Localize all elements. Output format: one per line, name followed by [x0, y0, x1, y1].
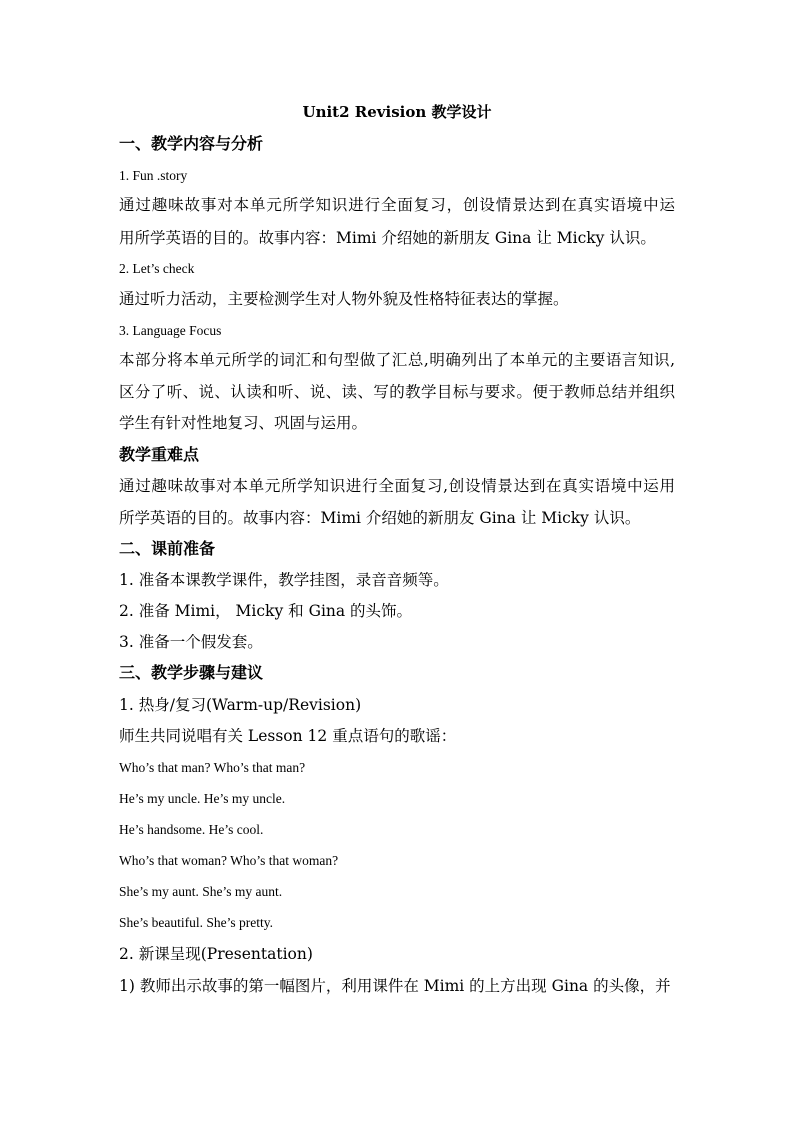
paragraph-line: 师生共同说唱有关 Lesson 12 重点语句的歌谣： — [119, 727, 457, 745]
paragraph-line: 通过趣味故事对本单元所学知识进行全面复习,创设情景达到在真实语境中运用 — [119, 477, 675, 495]
list-item: 1. 准备本课教学课件，教学挂图，录音音频等。 — [119, 571, 449, 589]
chant-line: He’s handsome. He’s cool. — [119, 822, 264, 837]
paragraph-line: 1) 教师出示故事的第一幅图片，利用课件在 Mimi 的上方出现 Gina 的头像，并 — [119, 977, 671, 995]
paragraph-line: 通过趣味故事对本单元所学知识进行全面复习，创设情景达到在真实语境中运 — [119, 196, 675, 214]
step-label-presentation: 2. 新课呈现(Presentation) — [119, 945, 313, 963]
paragraph-line: 学生有针对性地复习、巩固与运用。 — [119, 414, 368, 432]
chant-line: He’s my uncle. He’s my uncle. — [119, 791, 286, 806]
paragraph-line: 区分了听、说、认读和听、说、读、写的教学目标与要求。便于教师总结并组织 — [119, 383, 675, 401]
list-item: 2. 准备 Mimi， Micky 和 Gina 的头饰。 — [119, 602, 413, 620]
paragraph-line: 本部分将本单元所学的词汇和句型做了汇总,明确列出了本单元的主要语言知识, — [119, 351, 675, 369]
chant-line: Who’s that man? Who’s that man? — [119, 760, 306, 775]
step-label-warm-up: 1. 热身/复习(Warm-up/Revision) — [119, 696, 362, 714]
chant-line: Who’s that woman? Who’s that woman? — [119, 853, 339, 868]
chant-line: She’s my aunt. She’s my aunt. — [119, 884, 283, 899]
section-heading-content-analysis: 一、教学内容与分析 — [119, 134, 264, 153]
section-heading-preparation: 二、课前准备 — [119, 539, 216, 558]
document-title: Unit2 Revision 教学设计 — [302, 103, 492, 121]
section-heading-teaching-steps: 三、教学步骤与建议 — [119, 663, 264, 682]
item-label-lets-check: 2. Let’s check — [119, 261, 195, 276]
paragraph-line: 所学英语的目的。故事内容：Mimi 介绍她的新朋友 Gina 让 Micky 认识。 — [119, 509, 641, 527]
item-label-fun-story: 1. Fun .story — [119, 168, 188, 183]
section-heading-key-points: 教学重难点 — [119, 445, 200, 464]
list-item: 3. 准备一个假发套。 — [119, 633, 263, 651]
chant-line: She’s beautiful. She’s pretty. — [119, 915, 273, 930]
item-label-language-focus: 3. Language Focus — [119, 323, 222, 338]
paragraph-line: 用所学英语的目的。故事内容：Mimi 介绍她的新朋友 Gina 让 Micky 认识。 — [119, 229, 656, 247]
paragraph-line: 通过听力活动，主要检测学生对人物外貌及性格特征表达的掌握。 — [119, 290, 569, 308]
